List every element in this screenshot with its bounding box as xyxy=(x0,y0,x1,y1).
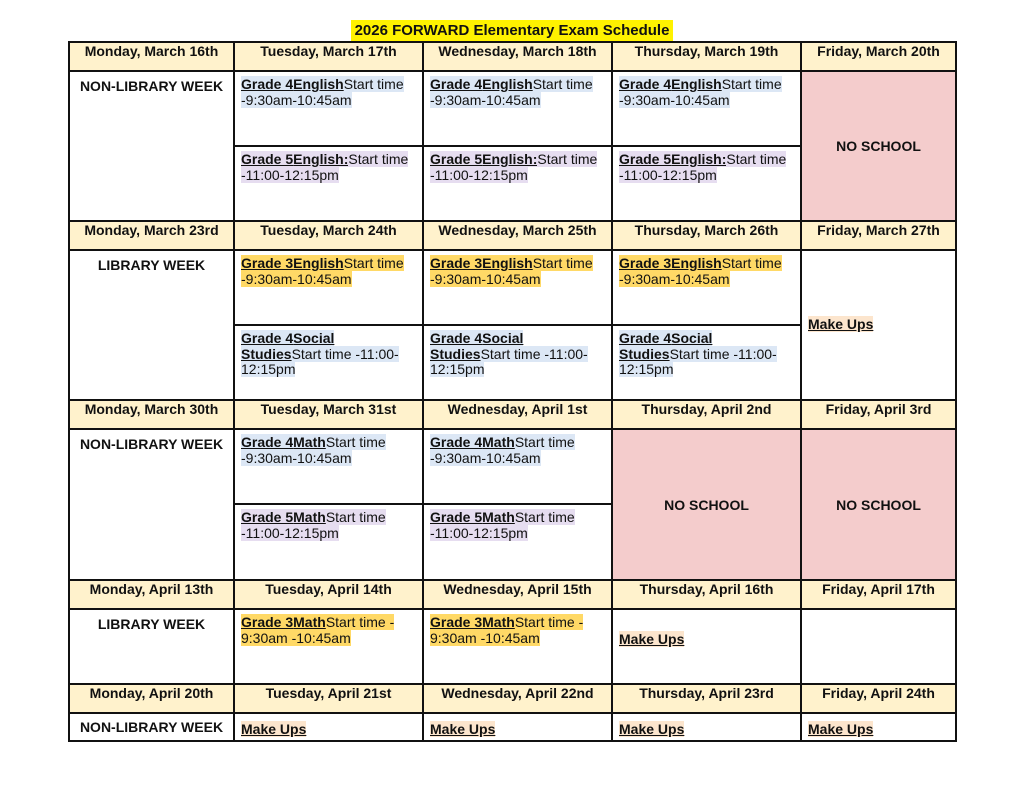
day-header: Monday, April 13th xyxy=(69,580,234,609)
no-school-cell: NO SCHOOL xyxy=(612,429,801,580)
day-header: Monday, March 16th xyxy=(69,42,234,71)
week-header-row xyxy=(69,400,956,429)
week-header-row xyxy=(69,580,956,609)
day-header: Tuesday, March 24th xyxy=(234,221,423,250)
day-header: Friday, March 27th xyxy=(801,221,956,250)
week-header-row xyxy=(69,684,956,713)
day-header: Thursday, April 23rd xyxy=(612,684,801,713)
exam-cell: Grade 5MathStart time -11:00-12:15pm xyxy=(423,504,612,580)
exam-cell: Grade 3MathStart time - 9:30am -10:45am xyxy=(423,609,612,684)
day-header: Monday, March 23rd xyxy=(69,221,234,250)
day-header: Wednesday, April 22nd xyxy=(423,684,612,713)
exam-cell: Grade 3EnglishStart time -9:30am-10:45am xyxy=(234,250,423,325)
exam-cell: Grade 4EnglishStart time -9:30am-10:45am xyxy=(612,71,801,146)
exam-cell: Grade 5English:Start time -11:00-12:15pm xyxy=(612,146,801,221)
exam-cell: Grade 3EnglishStart time -9:30am-10:45am xyxy=(612,250,801,325)
make-ups-cell xyxy=(801,713,956,741)
make-ups-cell xyxy=(612,609,801,684)
make-ups-cell xyxy=(234,713,423,741)
exam-cell: Grade 4MathStart time -9:30am-10:45am xyxy=(423,429,612,504)
exam-cell: Grade 4MathStart time -9:30am-10:45am xyxy=(234,429,423,504)
week-header-row xyxy=(69,221,956,250)
make-ups-label: Make Ups xyxy=(430,720,496,737)
day-header: Friday, March 20th xyxy=(801,42,956,71)
exam-cell: Grade 4EnglishStart time -9:30am-10:45am xyxy=(423,71,612,146)
day-header: Tuesday, March 31st xyxy=(234,400,423,429)
exam-cell: Grade 4Social StudiesStart time -11:00-12:15pm xyxy=(423,325,612,400)
exam-cell: Grade 3EnglishStart time -9:30am-10:45am xyxy=(423,250,612,325)
day-header: Monday, April 20th xyxy=(69,684,234,713)
week-type-label: NON-LIBRARY WEEK xyxy=(69,71,234,221)
exam-cell: Grade 5English:Start time -11:00-12:15pm xyxy=(234,146,423,221)
page-title: 2026 FORWARD Elementary Exam Schedule xyxy=(351,20,674,42)
day-header: Wednesday, March 18th xyxy=(423,42,612,71)
make-ups-label: Make Ups xyxy=(241,720,307,737)
day-header: Thursday, April 16th xyxy=(612,580,801,609)
exam-cell: Grade 5English:Start time -11:00-12:15pm xyxy=(423,146,612,221)
day-header: Tuesday, March 17th xyxy=(234,42,423,71)
week-type-label: NON-LIBRARY WEEK xyxy=(69,713,234,741)
make-ups-label: Make Ups xyxy=(619,631,685,647)
day-header: Friday, April 3rd xyxy=(801,400,956,429)
make-ups-cell xyxy=(801,250,956,400)
make-ups-cell xyxy=(612,713,801,741)
day-header: Monday, March 30th xyxy=(69,400,234,429)
no-school-cell: NO SCHOOL xyxy=(801,429,956,580)
week-type-label: NON-LIBRARY WEEK xyxy=(69,429,234,580)
make-ups-cell xyxy=(423,713,612,741)
no-school-cell: NO SCHOOL xyxy=(801,71,956,221)
exam-cell: Grade 5MathStart time -11:00-12:15pm xyxy=(234,504,423,580)
exam-cell: Grade 4EnglishStart time -9:30am-10:45am xyxy=(234,71,423,146)
day-header: Wednesday, March 25th xyxy=(423,221,612,250)
day-header: Thursday, March 26th xyxy=(612,221,801,250)
day-header: Friday, April 24th xyxy=(801,684,956,713)
make-ups-label: Make Ups xyxy=(808,720,874,737)
day-header: Thursday, April 2nd xyxy=(612,400,801,429)
day-header: Tuesday, April 14th xyxy=(234,580,423,609)
day-header: Friday, April 17th xyxy=(801,580,956,609)
week-header-row xyxy=(69,42,956,71)
day-header: Thursday, March 19th xyxy=(612,42,801,71)
day-header: Tuesday, April 21st xyxy=(234,684,423,713)
day-header: Wednesday, April 1st xyxy=(423,400,612,429)
week-type-label: LIBRARY WEEK xyxy=(69,609,234,684)
exam-cell: Grade 3MathStart time - 9:30am -10:45am xyxy=(234,609,423,684)
make-ups-label: Make Ups xyxy=(808,316,874,332)
day-header: Wednesday, April 15th xyxy=(423,580,612,609)
make-ups-label: Make Ups xyxy=(619,720,685,737)
exam-schedule-table xyxy=(68,41,957,742)
exam-cell: Grade 4Social StudiesStart time -11:00-12:15pm xyxy=(234,325,423,400)
week-type-label: LIBRARY WEEK xyxy=(69,250,234,400)
exam-cell: Grade 4Social StudiesStart time -11:00-12:15pm xyxy=(612,325,801,400)
empty-cell xyxy=(801,609,956,684)
